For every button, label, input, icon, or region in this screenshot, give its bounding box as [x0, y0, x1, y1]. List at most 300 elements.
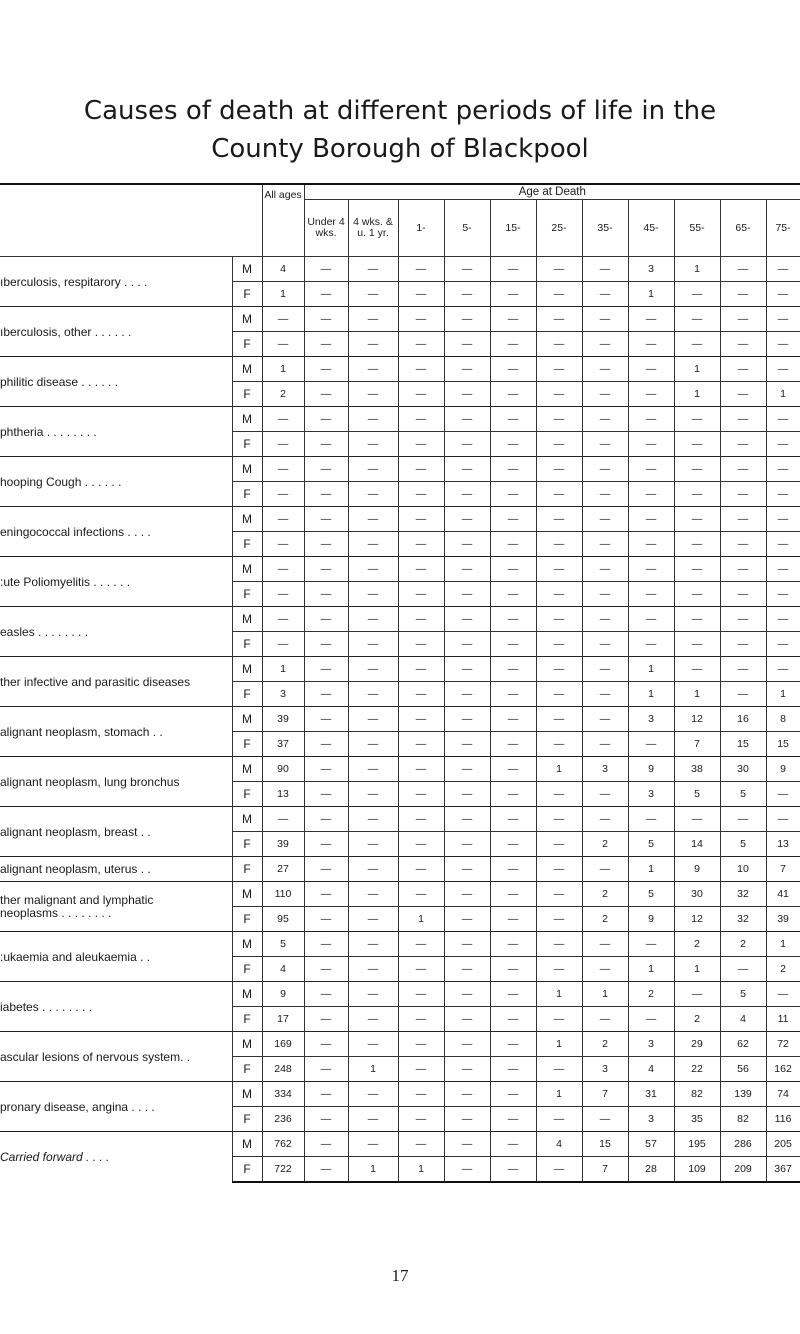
page-title [0, 92, 800, 168]
age-value-cell: — [398, 432, 444, 457]
age-value-cell: — [304, 432, 348, 457]
age-value-cell: — [720, 357, 766, 382]
age-value-cell: — [398, 882, 444, 907]
cause-text: ascular lesions of nervous system. . [0, 1049, 191, 1064]
age-value-cell: — [490, 632, 536, 657]
age-value-cell: — [304, 657, 348, 682]
cause-text: alignant neoplasm, lung bronchus [0, 774, 180, 789]
age-value-cell: — [444, 932, 490, 957]
age-value-cell: — [720, 482, 766, 507]
age-value-cell: — [674, 482, 720, 507]
age-value-cell: 57 [628, 1132, 674, 1157]
sex-label: M [232, 507, 262, 532]
age-value-cell: — [398, 1007, 444, 1032]
age-value-cell: — [348, 732, 398, 757]
age-value-cell: 7 [674, 732, 720, 757]
age-value-cell: — [536, 782, 582, 807]
age-value-cell: 4 [536, 1132, 582, 1157]
age-value-cell: — [536, 732, 582, 757]
age-value-cell: — [490, 407, 536, 432]
age-value-cell: — [398, 632, 444, 657]
age-value-cell: — [304, 757, 348, 782]
sex-label: F [232, 332, 262, 357]
age-value-cell: — [720, 582, 766, 607]
age-value-cell: — [398, 932, 444, 957]
age-value-cell: — [304, 482, 348, 507]
all-ages-cell: — [262, 507, 304, 532]
age-value-cell: — [444, 557, 490, 582]
all-ages-cell: — [262, 582, 304, 607]
age-value-cell: — [582, 257, 628, 282]
age-value-cell: 29 [674, 1032, 720, 1057]
age-value-cell: — [536, 357, 582, 382]
age-value-cell: — [720, 532, 766, 557]
table-row [0, 257, 800, 282]
cause-text: alignant neoplasm, stomach . . [0, 724, 163, 739]
age-value-cell: — [348, 1107, 398, 1132]
title-line-2: County Borough of Blackpool [211, 134, 589, 164]
age-value-cell: 139 [720, 1082, 766, 1107]
sex-label: M [232, 257, 262, 282]
age-value-cell: — [490, 357, 536, 382]
table-row [0, 982, 800, 1007]
age-value-cell: 32 [720, 907, 766, 932]
age-value-cell: 1 [628, 857, 674, 882]
cause-label [0, 257, 232, 307]
sex-label: M [232, 307, 262, 332]
age-value-cell: — [536, 607, 582, 632]
age-value-cell: 12 [674, 707, 720, 732]
header-age-col: 15- [490, 200, 536, 257]
age-value-cell: — [536, 1157, 582, 1183]
age-value-cell: 82 [720, 1107, 766, 1132]
age-value-cell: — [398, 507, 444, 532]
age-value-cell: — [766, 357, 800, 382]
age-value-cell: — [766, 807, 800, 832]
age-value-cell: — [444, 907, 490, 932]
table-row [0, 457, 800, 482]
age-value-cell: — [536, 307, 582, 332]
age-value-cell: 7 [766, 857, 800, 882]
age-value-cell: — [720, 807, 766, 832]
age-value-cell: 4 [720, 1007, 766, 1032]
all-ages-cell: 9 [262, 982, 304, 1007]
age-value-cell: — [582, 607, 628, 632]
sex-label: M [232, 932, 262, 957]
age-value-cell: — [720, 632, 766, 657]
age-value-cell: 32 [720, 882, 766, 907]
age-value-cell: 2 [674, 932, 720, 957]
age-value-cell: — [628, 482, 674, 507]
sex-label: M [232, 357, 262, 382]
age-value-cell: — [398, 357, 444, 382]
age-value-cell: — [444, 407, 490, 432]
age-value-cell: — [490, 482, 536, 507]
age-value-cell: — [444, 382, 490, 407]
age-value-cell: — [674, 632, 720, 657]
cause-text: phtheria . . . . . . . . [0, 424, 97, 439]
age-value-cell: — [490, 707, 536, 732]
age-value-cell: — [348, 907, 398, 932]
age-value-cell: — [490, 732, 536, 757]
cause-text: alignant neoplasm, uterus . . [0, 862, 151, 876]
age-value-cell: 162 [766, 1057, 800, 1082]
age-value-cell: 5 [628, 882, 674, 907]
age-value-cell: — [720, 957, 766, 982]
age-value-cell: — [674, 457, 720, 482]
age-value-cell: — [720, 407, 766, 432]
age-value-cell: — [304, 1007, 348, 1032]
age-value-cell: 367 [766, 1157, 800, 1183]
age-value-cell: 1 [628, 682, 674, 707]
age-value-cell: — [582, 282, 628, 307]
age-value-cell: — [304, 457, 348, 482]
cause-text: hooping Cough . . . . . . [0, 474, 122, 489]
age-value-cell: — [674, 407, 720, 432]
all-ages-cell: 27 [262, 857, 304, 882]
age-value-cell: 13 [766, 832, 800, 857]
age-value-cell: — [674, 532, 720, 557]
age-value-cell: — [398, 857, 444, 882]
age-value-cell: — [398, 982, 444, 1007]
table-row [0, 757, 800, 782]
age-value-cell: — [348, 757, 398, 782]
mortality-table-wrapper [0, 183, 800, 1183]
cause-label [0, 557, 232, 607]
age-value-cell: — [490, 557, 536, 582]
age-value-cell: — [766, 482, 800, 507]
age-value-cell: — [582, 457, 628, 482]
age-value-cell: — [490, 932, 536, 957]
age-value-cell: — [444, 457, 490, 482]
table-row [0, 557, 800, 582]
age-value-cell: — [674, 582, 720, 607]
age-value-cell: — [398, 1132, 444, 1157]
header-age-at-death: Age at Death [304, 184, 800, 200]
cause-text: pronary disease, angina . . . . [0, 1099, 155, 1114]
sex-label: F [232, 907, 262, 932]
all-ages-cell: 4 [262, 257, 304, 282]
age-value-cell: — [348, 832, 398, 857]
cause-label [0, 607, 232, 657]
age-value-cell: 5 [674, 782, 720, 807]
age-value-cell: — [444, 782, 490, 807]
age-value-cell: — [582, 407, 628, 432]
age-value-cell: — [444, 332, 490, 357]
age-value-cell: 3 [628, 782, 674, 807]
age-value-cell: 1 [674, 957, 720, 982]
age-value-cell: — [674, 307, 720, 332]
age-value-cell: — [490, 1107, 536, 1132]
cause-text: alignant neoplasm, breast . . [0, 824, 151, 839]
table-row [0, 932, 800, 957]
age-value-cell: 1 [628, 957, 674, 982]
age-value-cell: — [490, 857, 536, 882]
age-value-cell: — [304, 907, 348, 932]
age-value-cell: — [444, 882, 490, 907]
age-value-cell: — [582, 1107, 628, 1132]
age-value-cell: 1 [536, 1032, 582, 1057]
age-value-cell: — [536, 932, 582, 957]
age-value-cell: 2 [582, 832, 628, 857]
age-value-cell: — [490, 957, 536, 982]
age-value-cell: — [304, 957, 348, 982]
age-value-cell: — [720, 682, 766, 707]
all-ages-cell: 1 [262, 657, 304, 682]
age-value-cell: 2 [582, 1032, 628, 1057]
age-value-cell: — [348, 482, 398, 507]
table-row [0, 657, 800, 682]
age-value-cell: — [304, 507, 348, 532]
all-ages-cell: 90 [262, 757, 304, 782]
age-value-cell: — [536, 957, 582, 982]
age-value-cell: — [536, 1007, 582, 1032]
cause-text: iabetes . . . . . . . . [0, 999, 93, 1014]
age-value-cell: — [674, 282, 720, 307]
age-value-cell: — [582, 507, 628, 532]
age-value-cell: — [348, 932, 398, 957]
age-value-cell: — [582, 632, 628, 657]
all-ages-cell: 13 [262, 782, 304, 807]
age-value-cell: 74 [766, 1082, 800, 1107]
age-value-cell: — [444, 857, 490, 882]
sex-label: M [232, 407, 262, 432]
age-value-cell: — [304, 357, 348, 382]
header-age-col: 55- [674, 200, 720, 257]
table-row [0, 357, 800, 382]
cause-text-line-2: neoplasms . . . . . . . . [0, 905, 112, 920]
age-value-cell: — [490, 682, 536, 707]
sex-label: F [232, 482, 262, 507]
age-value-cell: — [766, 782, 800, 807]
cause-label [0, 857, 232, 882]
age-value-cell: — [628, 332, 674, 357]
age-value-cell: — [304, 732, 348, 757]
age-value-cell: — [398, 457, 444, 482]
age-value-cell: — [490, 807, 536, 832]
age-value-cell: — [582, 957, 628, 982]
age-value-cell: — [720, 332, 766, 357]
age-value-cell: 15 [766, 732, 800, 757]
header-age-col: 1- [398, 200, 444, 257]
age-value-cell: — [444, 282, 490, 307]
all-ages-cell: 3 [262, 682, 304, 707]
sex-label: M [232, 557, 262, 582]
age-value-cell: — [766, 582, 800, 607]
age-value-cell: — [628, 357, 674, 382]
age-value-cell: — [304, 857, 348, 882]
age-value-cell: 10 [720, 857, 766, 882]
age-value-cell: — [444, 982, 490, 1007]
age-value-cell: — [444, 1157, 490, 1183]
age-value-cell: — [628, 532, 674, 557]
age-value-cell: — [444, 682, 490, 707]
age-value-cell: — [490, 1007, 536, 1032]
age-value-cell: 2 [582, 882, 628, 907]
age-value-cell: — [582, 932, 628, 957]
age-value-cell: — [444, 532, 490, 557]
all-ages-cell: 110 [262, 882, 304, 907]
page-number: 17 [391, 1266, 409, 1285]
age-value-cell: — [766, 282, 800, 307]
cause-text: easles . . . . . . . . [0, 624, 89, 639]
age-value-cell: — [444, 707, 490, 732]
age-value-cell: 5 [720, 832, 766, 857]
age-value-cell: 1 [766, 932, 800, 957]
age-value-cell: 15 [720, 732, 766, 757]
cause-label [0, 657, 232, 707]
age-value-cell: — [444, 432, 490, 457]
age-value-cell: — [674, 432, 720, 457]
age-value-cell: — [348, 307, 398, 332]
age-value-cell: — [348, 1132, 398, 1157]
age-value-cell: — [304, 257, 348, 282]
table-row [0, 807, 800, 832]
age-value-cell: — [304, 682, 348, 707]
age-value-cell: — [398, 757, 444, 782]
age-value-cell: — [720, 507, 766, 532]
age-value-cell: 1 [674, 682, 720, 707]
sex-label: M [232, 607, 262, 632]
age-value-cell: 2 [766, 957, 800, 982]
cause-label [0, 457, 232, 507]
age-value-cell: — [348, 407, 398, 432]
age-value-cell: — [348, 282, 398, 307]
age-value-cell: — [766, 507, 800, 532]
age-value-cell: — [444, 807, 490, 832]
age-value-cell: 9 [628, 907, 674, 932]
age-value-cell: — [348, 457, 398, 482]
sex-label: M [232, 457, 262, 482]
age-value-cell: — [304, 607, 348, 632]
age-value-cell: — [490, 332, 536, 357]
age-value-cell: 3 [582, 1057, 628, 1082]
age-value-cell: 4 [628, 1057, 674, 1082]
age-value-cell: 1 [536, 982, 582, 1007]
age-value-cell: — [348, 682, 398, 707]
age-value-cell: 1 [398, 907, 444, 932]
age-value-cell: — [536, 582, 582, 607]
sex-label: F [232, 1057, 262, 1082]
age-value-cell: — [766, 257, 800, 282]
age-value-cell: 22 [674, 1057, 720, 1082]
age-value-cell: — [444, 1132, 490, 1157]
age-value-cell: 11 [766, 1007, 800, 1032]
age-value-cell: — [536, 1057, 582, 1082]
age-value-cell: — [348, 582, 398, 607]
age-value-cell: — [348, 707, 398, 732]
age-value-cell: — [444, 832, 490, 857]
age-value-cell: — [304, 1157, 348, 1183]
age-value-cell: 2 [674, 1007, 720, 1032]
cause-label [0, 982, 232, 1032]
age-value-cell: 35 [674, 1107, 720, 1132]
age-value-cell: — [444, 1032, 490, 1057]
age-value-cell: — [582, 482, 628, 507]
age-value-cell: — [348, 1007, 398, 1032]
all-ages-cell: — [262, 532, 304, 557]
age-value-cell: — [304, 407, 348, 432]
age-value-cell: — [348, 507, 398, 532]
age-value-cell: — [444, 307, 490, 332]
age-value-cell: — [582, 307, 628, 332]
age-value-cell: 1 [766, 682, 800, 707]
age-value-cell: — [304, 782, 348, 807]
age-value-cell: — [674, 657, 720, 682]
header-age-col: 25- [536, 200, 582, 257]
age-value-cell: — [398, 732, 444, 757]
age-value-cell: 1 [674, 357, 720, 382]
age-value-cell: — [398, 607, 444, 632]
age-value-cell: 5 [628, 832, 674, 857]
sex-label: F [232, 282, 262, 307]
age-value-cell: 1 [674, 382, 720, 407]
header-age-col: 35- [582, 200, 628, 257]
age-value-cell: — [444, 657, 490, 682]
age-value-cell: 116 [766, 1107, 800, 1132]
age-value-cell: — [490, 832, 536, 857]
age-value-cell: — [766, 432, 800, 457]
all-ages-cell: 762 [262, 1132, 304, 1157]
cause-text: philitic disease . . . . . . [0, 374, 119, 389]
cause-text: ther malignant and lymphatic [0, 892, 154, 907]
age-value-cell: — [582, 857, 628, 882]
age-value-cell: — [444, 482, 490, 507]
age-value-cell: — [674, 332, 720, 357]
age-value-cell: — [536, 282, 582, 307]
age-value-cell: — [348, 782, 398, 807]
age-value-cell: — [720, 307, 766, 332]
all-ages-cell: 248 [262, 1057, 304, 1082]
age-value-cell: — [582, 382, 628, 407]
age-value-cell: — [348, 882, 398, 907]
age-value-cell: 3 [628, 1107, 674, 1132]
age-value-cell: — [348, 657, 398, 682]
age-value-cell: — [628, 457, 674, 482]
age-value-cell: — [628, 732, 674, 757]
age-value-cell: — [348, 632, 398, 657]
age-value-cell: — [628, 807, 674, 832]
header-age-col: 4 wks. & u. 1 yr. [348, 200, 398, 257]
header-age-col: 75- [766, 200, 800, 257]
age-value-cell: 31 [628, 1082, 674, 1107]
age-value-cell: — [304, 557, 348, 582]
header-age-col: 45- [628, 200, 674, 257]
age-value-cell: 16 [720, 707, 766, 732]
sex-label: F [232, 957, 262, 982]
age-value-cell: — [536, 657, 582, 682]
sex-label: M [232, 807, 262, 832]
cause-text: Carried forward . . . . [0, 1150, 110, 1164]
age-value-cell: — [766, 982, 800, 1007]
sex-label: M [232, 1132, 262, 1157]
sex-label: F [232, 632, 262, 657]
age-value-cell: — [536, 857, 582, 882]
age-value-cell: — [536, 432, 582, 457]
table-row [0, 707, 800, 732]
age-value-cell: — [628, 507, 674, 532]
age-value-cell: — [444, 757, 490, 782]
age-value-cell: — [582, 582, 628, 607]
age-value-cell: — [490, 1082, 536, 1107]
cause-text: ıberculosis, respitarory . . . . [0, 274, 148, 289]
age-value-cell: 1 [674, 257, 720, 282]
age-value-cell: — [398, 282, 444, 307]
table-row [0, 507, 800, 532]
all-ages-cell: — [262, 457, 304, 482]
age-value-cell: — [398, 1082, 444, 1107]
table-row [0, 407, 800, 432]
